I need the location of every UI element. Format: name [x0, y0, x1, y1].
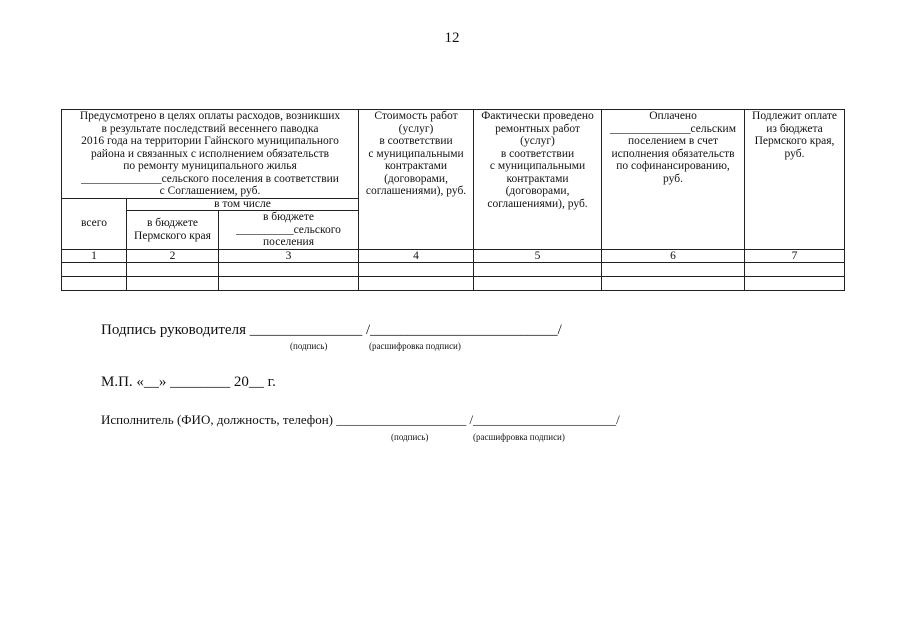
subheader-total: всего [62, 199, 127, 250]
column-number: 4 [359, 249, 474, 262]
table-cell [219, 262, 359, 276]
table-cell [745, 276, 845, 290]
subheader-including: в том числе [127, 199, 359, 211]
column-number: 3 [219, 249, 359, 262]
header-paid-by-settlement: Оплачено ______________сельским поселением в счет исполнения обязательств по софинансированию, руб. [602, 110, 745, 250]
page-number: 12 [444, 30, 460, 46]
executor-line: Исполнитель (ФИО, должность, телефон) ____________________ /______________________/ [101, 412, 620, 427]
stamp-date-line: М.П. «__» ________ 20__ г. [101, 374, 276, 390]
executor-signature-hint: (подпись) [391, 432, 429, 442]
header-actual-repairs: Фактически проведено ремонтных работ (услуг) в соответствии с муниципальными контрактами (договорами, соглашениями), руб. [474, 110, 602, 250]
column-number: 2 [127, 249, 219, 262]
table-cell [219, 276, 359, 290]
executor-decode-hint: (расшифровка подписи) [473, 432, 565, 442]
table-cell [602, 276, 745, 290]
table-cell [62, 262, 127, 276]
table-cell [359, 276, 474, 290]
head-signature-line: Подпись руководителя _______________ /_________________________/ [101, 322, 562, 338]
table-row [62, 262, 845, 276]
table-cell [62, 276, 127, 290]
table-cell [745, 262, 845, 276]
table-cell [474, 276, 602, 290]
table-row [62, 276, 845, 290]
header-planned-amount: Предусмотрено в целях оплаты расходов, возникших в результате последствий весеннего паводка 2016 года на территории Гайнского муниципального района и связанных с исполнением обязательств по ремонту муниципального жилья ______________сельского поселения в соответствии с Соглашением, руб. [62, 110, 359, 199]
column-number: 1 [62, 249, 127, 262]
column-number: 6 [602, 249, 745, 262]
column-number: 7 [745, 249, 845, 262]
table-cell [474, 262, 602, 276]
subheader-perm-budget: в бюджете Пермского края [127, 211, 219, 250]
header-contract-cost: Стоимость работ (услуг) в соответствии с муниципальными контрактами (договорами, соглашениями), руб. [359, 110, 474, 250]
table-cell [127, 276, 219, 290]
column-number: 5 [474, 249, 602, 262]
header-to-be-paid-perm: Подлежит оплате из бюджета Пермского края, руб. [745, 110, 845, 250]
column-numbers-row [62, 249, 845, 262]
signature-hint: (подпись) [290, 341, 328, 351]
signature-decode-hint: (расшифровка подписи) [369, 341, 461, 351]
report-table [61, 109, 845, 291]
subheader-settlement-budget: в бюджете __________сельского поселения [219, 211, 359, 250]
table-cell [359, 262, 474, 276]
table-cell [602, 262, 745, 276]
table-cell [127, 262, 219, 276]
